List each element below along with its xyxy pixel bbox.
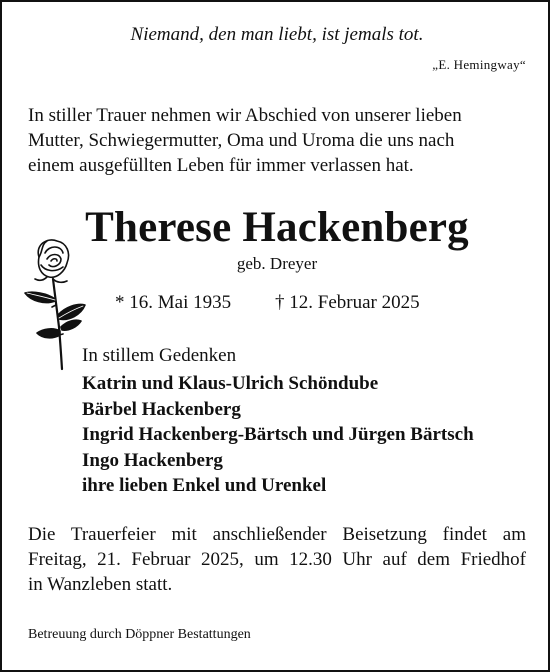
birth-name: geb. Dreyer (236, 254, 318, 273)
rose-icon (19, 235, 91, 373)
intro-line: einem ausgefüllten Leben für immer verlassen hat. (28, 155, 414, 176)
quote-author: „E. Hemingway“ (432, 57, 526, 72)
quote-text: Niemand, den man liebt, ist jemals tot. (130, 24, 424, 45)
service-line: Freitag, 21. Februar 2025, um 12.30 Uhr auf dem Friedhof (28, 549, 526, 570)
birth-date: * 16. Mai 1935 (115, 292, 232, 313)
intro-paragraph (28, 103, 528, 178)
mourner-name: Ingo Hackenberg (82, 449, 223, 471)
service-line: in Wanzleben statt. (28, 574, 173, 595)
mourner-name: Bärbel Hackenberg (82, 398, 241, 420)
mourner-name: Ingrid Hackenberg-Bärtsch und Jürgen Bärtsch (82, 424, 474, 446)
intro-line: Mutter, Schwiegermutter, Oma und Uroma die uns nach (28, 130, 455, 151)
death-date: † 12. Februar 2025 (275, 292, 420, 313)
mourners-list (82, 371, 474, 499)
service-line: Die Trauerfeier mit anschließender Beisetzung findet am (28, 524, 526, 545)
service-paragraph (28, 522, 526, 597)
mourners-intro: In stillem Gedenken (82, 345, 237, 366)
mourner-name: Katrin und Klaus-Ulrich Schöndube (82, 373, 379, 394)
funeral-home-credit: Betreuung durch Döppner Bestattungen (28, 627, 251, 642)
deceased-name: Therese Hackenberg (85, 204, 469, 251)
mourner-name: ihre lieben Enkel und Urenkel (82, 475, 327, 497)
intro-line: In stiller Trauer nehmen wir Abschied von unserer lieben (28, 105, 462, 126)
